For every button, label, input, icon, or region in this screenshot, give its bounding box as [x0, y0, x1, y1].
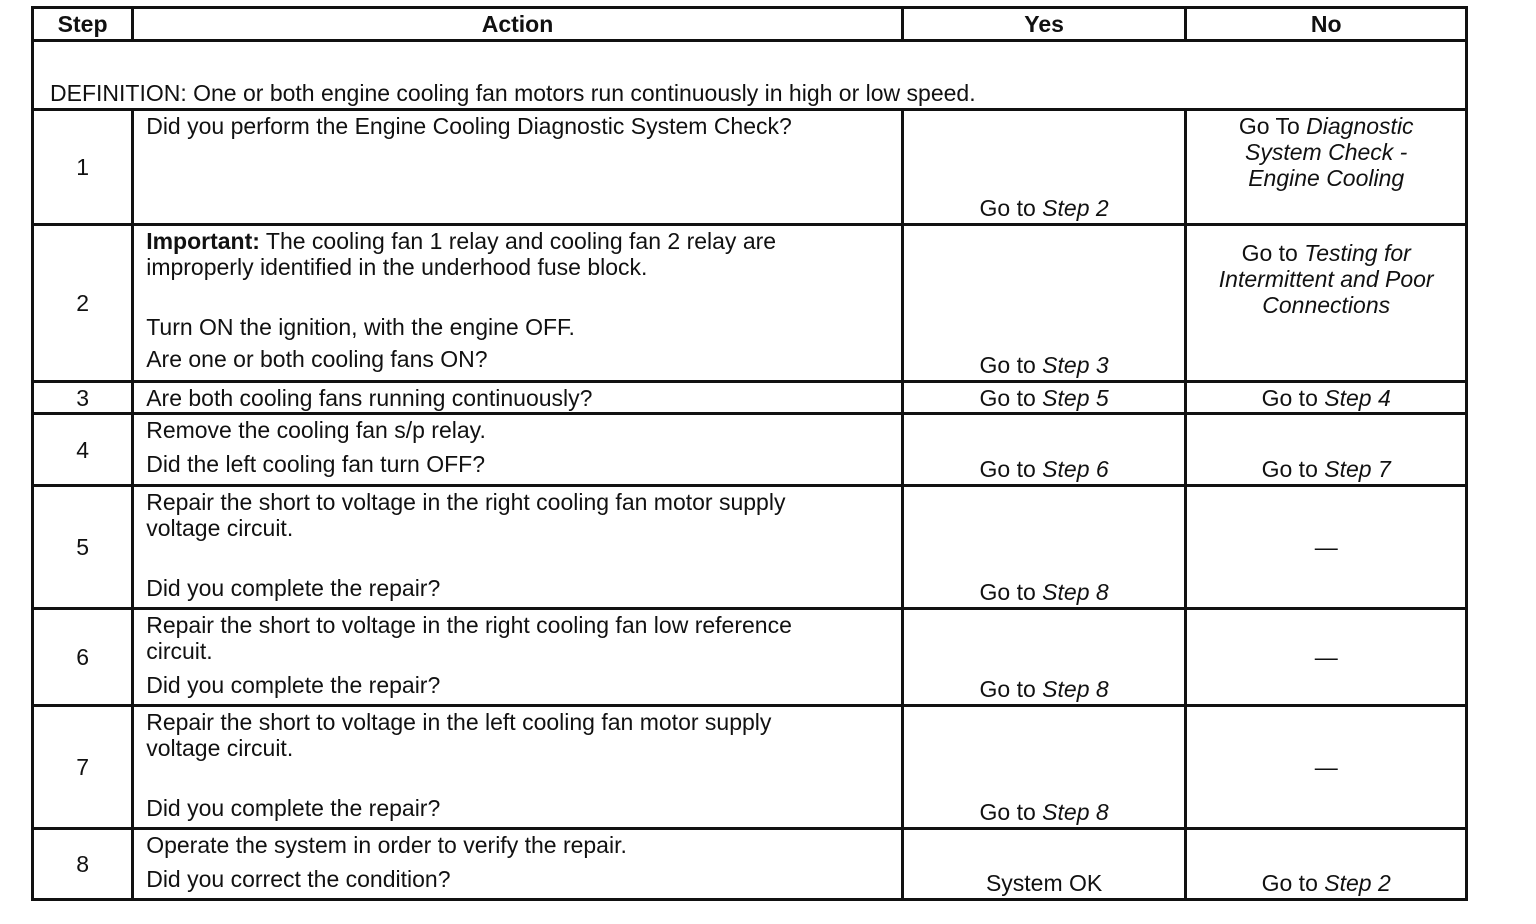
important-note [146, 228, 889, 280]
go-to-text: Go To [1238, 113, 1300, 139]
table-row [33, 110, 1467, 225]
step-ref: Step 8 [1042, 676, 1109, 702]
action-question: Did you complete the repair? [146, 575, 441, 601]
action-text: Are both cooling fans running continuously? [146, 384, 593, 411]
go-to-text: Go to [979, 676, 1036, 702]
action-question: Did you correct the condition? [146, 866, 451, 892]
action-cell [133, 110, 903, 225]
action-cell [133, 829, 903, 900]
step-number: 5 [33, 486, 133, 609]
action-question: Did you complete the repair? [146, 795, 441, 821]
no-dash: — [1314, 644, 1338, 670]
header-no: No [1186, 8, 1467, 41]
yes-cell [902, 110, 1186, 225]
go-to-text: Go to [979, 195, 1036, 221]
yes-link[interactable] [904, 579, 1185, 605]
important-label: Important: [146, 228, 260, 254]
go-to-text: Go to [1261, 384, 1318, 411]
no-cell [1186, 829, 1467, 900]
action-cell [133, 706, 903, 829]
step-ref: Step 7 [1324, 456, 1391, 482]
action-cell [133, 382, 903, 414]
go-to-text: Go to [979, 579, 1036, 605]
header-row [33, 8, 1467, 41]
action-cell [133, 225, 903, 382]
step-number: 6 [33, 609, 133, 706]
header-action: Action [133, 8, 903, 41]
yes-link[interactable] [904, 456, 1185, 482]
table-row [33, 706, 1467, 829]
no-dash: — [1314, 534, 1338, 560]
yes-link[interactable] [904, 195, 1185, 221]
go-to-text: Go to [979, 352, 1036, 378]
no-cell [1186, 110, 1467, 225]
go-to-text: Go to [979, 384, 1036, 411]
no-cell [1186, 225, 1467, 382]
diagnostic-table [31, 6, 1468, 901]
link-ref: Testing for Intermittent and Poor Connections [1218, 240, 1434, 318]
step-number: 8 [33, 829, 133, 900]
step-number: 1 [33, 110, 133, 225]
yes-cell [902, 225, 1186, 382]
step-number: 7 [33, 706, 133, 829]
yes-link[interactable] [904, 385, 1185, 411]
step-ref: Step 5 [1042, 384, 1109, 411]
no-cell [1186, 609, 1467, 706]
action-text: Did you perform the Engine Cooling Diagnostic System Check? [146, 113, 792, 139]
no-link[interactable] [1187, 385, 1465, 411]
no-link[interactable] [1203, 240, 1449, 318]
action-text: Repair the short to voltage in the right cooling fan motor supply voltage circuit. [146, 489, 786, 541]
yes-result[interactable]: System OK [985, 870, 1103, 896]
go-to-text: Go to [979, 456, 1036, 482]
table-row [33, 829, 1467, 900]
yes-link[interactable] [904, 352, 1185, 378]
action-text: Turn ON the ignition, with the engine OFF. [146, 314, 575, 340]
yes-cell [902, 706, 1186, 829]
table-row [33, 486, 1467, 609]
action-cell [133, 414, 903, 486]
no-cell [1186, 706, 1467, 829]
definition-text: DEFINITION: One or both engine cooling fan motors run continuously in high or low speed. [33, 41, 1467, 110]
step-ref: Step 3 [1042, 352, 1109, 378]
table-row [33, 414, 1467, 486]
link-ref: Diagnostic System Check - Engine Cooling [1245, 113, 1414, 191]
action-text: Operate the system in order to verify the repair. [146, 832, 627, 858]
go-to-text: Go to [1241, 240, 1298, 266]
step-ref: Step 2 [1042, 195, 1109, 221]
no-link[interactable] [1187, 870, 1465, 896]
no-cell [1186, 486, 1467, 609]
step-ref: Step 4 [1324, 384, 1391, 411]
no-dash: — [1314, 754, 1338, 780]
step-ref: Step 6 [1042, 456, 1109, 482]
step-ref: Step 8 [1042, 579, 1109, 605]
table-row [33, 609, 1467, 706]
action-text: Repair the short to voltage in the right cooling fan low reference circuit. [146, 612, 792, 664]
go-to-text: Go to [979, 799, 1036, 825]
yes-cell [902, 486, 1186, 609]
step-number: 3 [33, 382, 133, 414]
step-number: 2 [33, 225, 133, 382]
yes-cell [902, 609, 1186, 706]
no-link[interactable] [1187, 456, 1465, 482]
no-link[interactable] [1217, 113, 1435, 191]
important-text: The cooling fan 1 relay and cooling fan 2 relay are improperly identified in the underhood fuse block. [146, 228, 777, 280]
no-cell [1186, 382, 1467, 414]
yes-cell [902, 829, 1186, 900]
action-text: Remove the cooling fan s/p relay. [146, 417, 486, 443]
action-question: Are one or both cooling fans ON? [146, 346, 488, 372]
action-question: Did you complete the repair? [146, 672, 441, 698]
step-ref: Step 8 [1042, 799, 1109, 825]
step-ref: Step 2 [1324, 870, 1391, 896]
table-row [33, 382, 1467, 414]
yes-link[interactable] [904, 676, 1185, 702]
step-number: 4 [33, 414, 133, 486]
header-step: Step [33, 8, 133, 41]
go-to-text: Go to [1261, 456, 1318, 482]
yes-cell [902, 414, 1186, 486]
action-text: Repair the short to voltage in the left cooling fan motor supply voltage circuit. [146, 709, 772, 761]
action-cell [133, 486, 903, 609]
table-row [33, 225, 1467, 382]
header-yes: Yes [902, 8, 1186, 41]
action-cell [133, 609, 903, 706]
definition-row [33, 41, 1467, 110]
yes-cell [902, 382, 1186, 414]
no-cell [1186, 414, 1467, 486]
action-question: Did the left cooling fan turn OFF? [146, 451, 485, 477]
go-to-text: Go to [1261, 870, 1318, 896]
yes-link[interactable] [904, 799, 1185, 825]
